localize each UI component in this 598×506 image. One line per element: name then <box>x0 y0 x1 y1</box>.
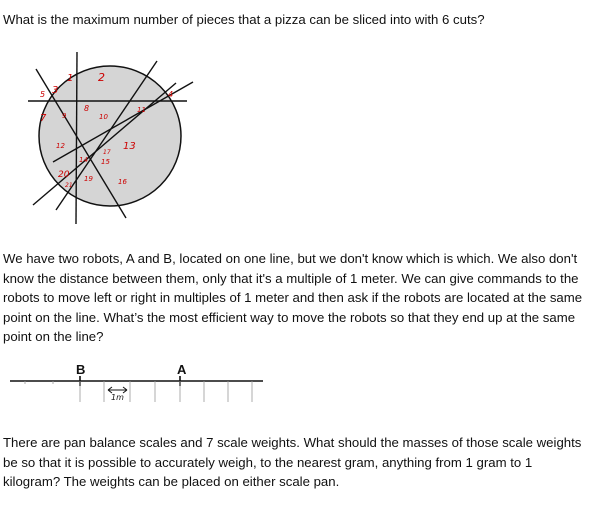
region-label: 19 <box>84 175 93 183</box>
robot-a-label: A <box>177 362 187 377</box>
region-label: 8 <box>84 104 90 113</box>
region-label: 12 <box>56 142 65 150</box>
question-2-text: We have two robots, A and B, located on one line, but we don't know which is which. We also don't know the distance between them, only that it's a multiple of 1 meter. We can give commands to the robots to move left or right in multiples of 1 meter and then ask if the robots are located at the same point on the line. What’s the most efficient way to move the robots so that they end up at the same point on the line? <box>3 251 583 344</box>
region-label: 7 <box>40 113 47 124</box>
pizza-circle <box>39 66 181 206</box>
region-label: 17 <box>103 149 111 156</box>
unit-label: 1m <box>111 393 124 402</box>
region-label: 14 <box>79 156 88 164</box>
region-label: 10 <box>99 113 108 121</box>
cut-line-vertical <box>76 52 77 224</box>
region-label: 11 <box>137 106 146 114</box>
region-label: 20 <box>58 170 70 180</box>
region-label: 4 <box>168 90 174 99</box>
region-label: 16 <box>118 178 127 186</box>
region-label: 5 <box>40 90 46 99</box>
region-label: 1 <box>67 73 74 84</box>
region-label: 9 <box>62 112 67 120</box>
robot-b-label: B <box>76 362 86 377</box>
region-label: 15 <box>101 158 110 166</box>
question-3-text: There are pan balance scales and 7 scale weights. What should the masses of those scale weights be so that it is possible to accurately weigh, to the nearest gram, anything from 1 gram to 1 kilogram? The weights can be placed on either scale pan. <box>3 435 582 489</box>
pizza-diagram <box>28 52 193 224</box>
number-line-diagram <box>10 362 263 402</box>
region-label: 13 <box>123 141 136 152</box>
question-1-text: What is the maximum number of pieces that a pizza can be sliced into with 6 cuts? <box>3 12 485 27</box>
region-label: 21 <box>65 182 73 189</box>
region-label: 3 <box>52 85 59 96</box>
region-label: 2 <box>98 71 105 84</box>
